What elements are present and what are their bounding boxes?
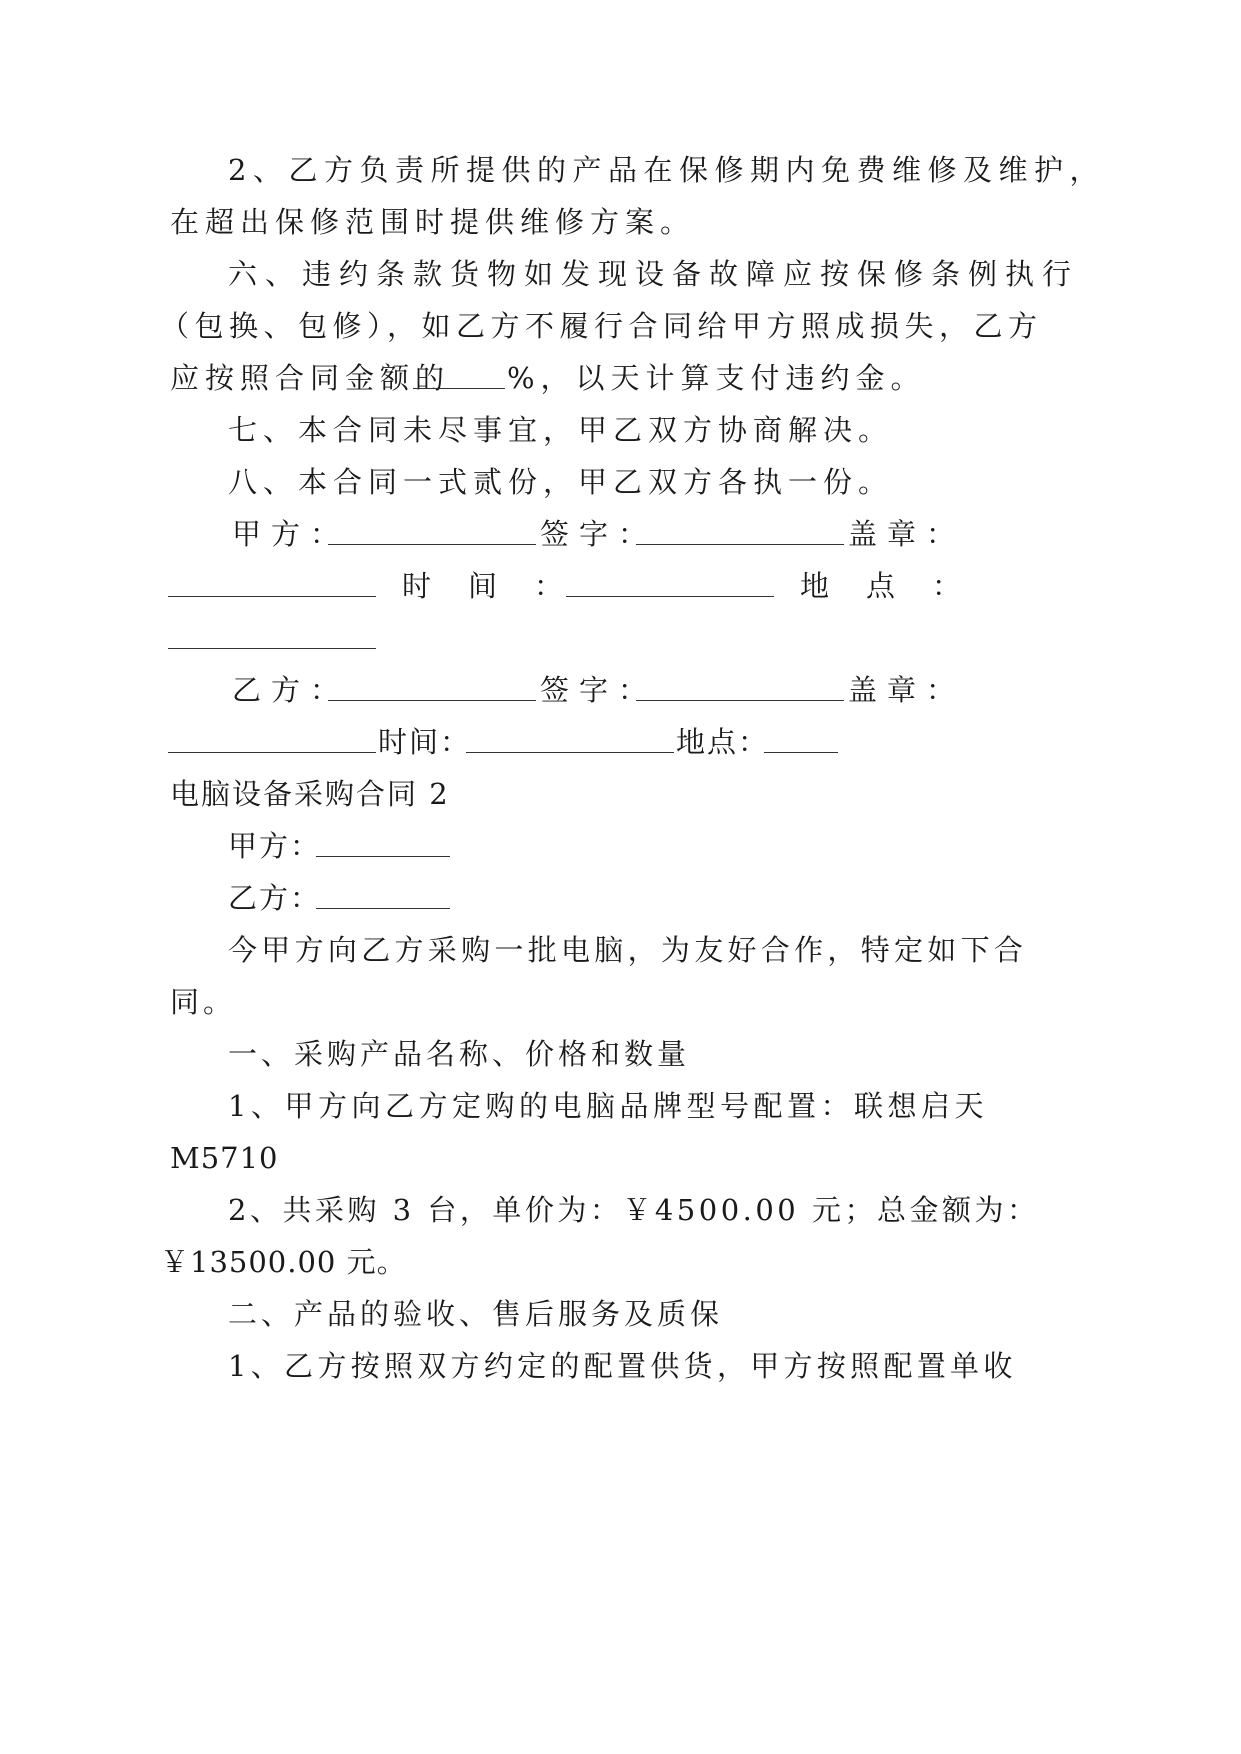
text-line: 二、产品的验收、售后服务及质保: [228, 1297, 724, 1331]
text-line: （包换、包修），如乙方不履行合同给甲方照成损失，乙方: [160, 309, 1043, 343]
fill-blank: [316, 908, 450, 909]
label-seal: 盖章：: [848, 517, 966, 551]
fill-blank: [636, 700, 844, 701]
text-line: ￥13500.00 元。: [160, 1245, 407, 1279]
fill-blank: [466, 752, 674, 753]
fill-blank: [413, 388, 505, 389]
label-party-a: 甲方：: [228, 829, 322, 863]
label-place: 地 点 ：: [800, 569, 966, 603]
contract-title: 电脑设备采购合同 2: [170, 777, 450, 811]
label-place: 地点：: [676, 725, 770, 759]
label-seal: 盖章：: [848, 673, 966, 707]
fill-blank: [636, 544, 844, 545]
label-party-b: 乙方：: [228, 881, 322, 915]
label-time: 时间：: [378, 725, 472, 759]
text-line: M5710: [170, 1141, 279, 1175]
fill-blank: [328, 544, 536, 545]
label-time: 时 间 ：: [402, 569, 568, 603]
text-line: 六、违约条款货物如发现设备故障应按保修条例执行: [228, 257, 1080, 291]
text-line: 在超出保修范围时提供维修方案。: [170, 205, 696, 239]
fill-blank: [566, 596, 774, 597]
text-line: 1、甲方向乙方定购的电脑品牌型号配置：联想启天: [228, 1089, 988, 1123]
fill-blank: [168, 596, 376, 597]
text-line: 2、乙方负责所提供的产品在保修期内免费维修及维护，: [228, 153, 1105, 187]
fill-blank: [764, 752, 838, 753]
paragraph-line: [0, 1346, 1241, 1466]
label-party-a: 甲方：: [232, 517, 350, 551]
fill-blank: [328, 700, 536, 701]
label-party-b: 乙方：: [232, 673, 350, 707]
text-line: 一、采购产品名称、价格和数量: [228, 1037, 691, 1071]
text-line: 七、本合同未尽事宜，甲乙双方协商解决。: [228, 413, 894, 447]
label-signature: 签字：: [540, 673, 658, 707]
fill-blank: [168, 648, 376, 649]
text-line: %，以天计算支付违约金。: [507, 361, 926, 395]
fill-blank: [168, 752, 376, 753]
fill-blank: [316, 856, 450, 857]
text-line: 同。: [170, 985, 237, 1019]
text-line: 今甲方向乙方采购一批电脑，为友好合作，特定如下合: [228, 933, 1028, 967]
text-line: 2、共采购 3 台，单价为：￥4500.00 元；总金额为：: [228, 1193, 1040, 1227]
text-line: 1、乙方按照双方约定的配置供货，甲方按照配置单收: [228, 1349, 1017, 1383]
text-line: 八、本合同一式贰份，甲乙双方各执一份。: [228, 465, 894, 499]
label-signature: 签字：: [540, 517, 658, 551]
text-line: 应按照合同金额的: [170, 361, 451, 395]
